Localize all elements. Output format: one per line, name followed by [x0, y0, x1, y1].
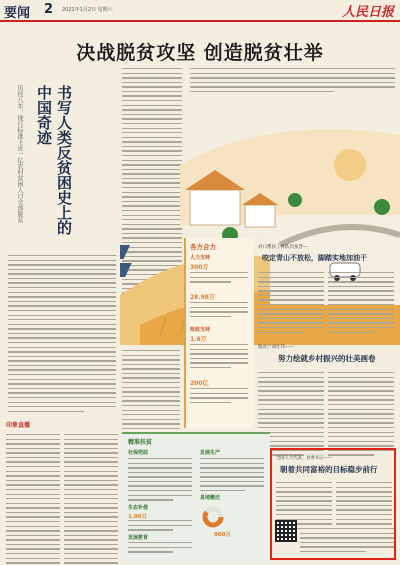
page-number: 2: [44, 2, 54, 17]
main-article-body-col3: [122, 350, 180, 437]
precise-poverty-panel: [122, 432, 270, 562]
qr-code[interactable]: [275, 520, 297, 542]
article-title: 努力绘就乡村振兴的壮美画卷: [278, 354, 376, 363]
article-body: [328, 272, 394, 336]
indicator-value: 28.98万: [190, 294, 215, 301]
article-body: [258, 272, 324, 336]
panel-section-label: 易地搬迁: [200, 495, 221, 501]
indicator-value: 200亿: [190, 380, 209, 387]
panel-text: [128, 458, 192, 504]
article-kicker: 脱贫户刘仕伟——: [258, 345, 294, 350]
panel-section-label: 发展生产: [200, 450, 221, 456]
panel-section-value: 1.00万: [128, 514, 148, 520]
issue-date: 2021年1月2日 星期六: [62, 7, 113, 13]
panel-section-label: 发展教育: [128, 535, 149, 541]
indicator-text: [190, 302, 248, 320]
indicator-label: 财政支持: [190, 327, 211, 333]
panel-section-label: 社保兜底: [128, 450, 149, 456]
article-body: [336, 482, 392, 532]
article-title: 咬定青山不放松，脚踏实地加油干: [262, 254, 367, 262]
panel-text: [128, 542, 192, 556]
panel-text: [200, 458, 264, 495]
section-name: 要闻: [4, 6, 31, 21]
masthead: [0, 0, 400, 22]
main-article-title: 书写人类反贫困史上的中国奇迹: [35, 85, 73, 235]
article-body: [328, 372, 394, 459]
top-right-body: [190, 68, 395, 95]
footer-credits: [300, 528, 394, 555]
page-headline: 决战脱贫攻坚 创造脱贫壮举: [76, 42, 324, 64]
indicator-label: 人力支持: [190, 255, 211, 261]
article-title: 朝着共同富裕的目标稳步前行: [280, 465, 378, 474]
article-kicker: 对口帮扶工作队员张晋—: [258, 245, 308, 250]
donut-chart-icon: [202, 506, 224, 528]
section-banner-label: 印象直播: [6, 422, 31, 429]
indicator-panel: [184, 238, 254, 428]
newspaper-logo: 人民日报: [341, 5, 394, 20]
indicator-text: [190, 272, 248, 286]
section-banner: [0, 420, 122, 430]
panel-title: 精准扶贫: [128, 439, 153, 446]
bottom-left-body: [6, 434, 60, 565]
indicator-title: 各方合力: [190, 243, 216, 251]
article-kicker: 全国人大代表、县委书记——: [276, 456, 332, 461]
bottom-left-body: [64, 434, 118, 565]
panel-section-label: 生态补偿: [128, 505, 149, 511]
panel-section-value: 960万: [214, 532, 231, 538]
indicator-value: 1.6万: [190, 336, 207, 343]
main-article-body: [8, 255, 116, 415]
main-article-kicker: 历经八年，现行标准下近一亿农村贫困人口全部脱贫: [16, 85, 23, 223]
indicator-value: 300万: [190, 264, 209, 271]
panel-text: [128, 520, 192, 534]
indicator-text: [190, 344, 248, 371]
indicator-text: [190, 388, 248, 406]
